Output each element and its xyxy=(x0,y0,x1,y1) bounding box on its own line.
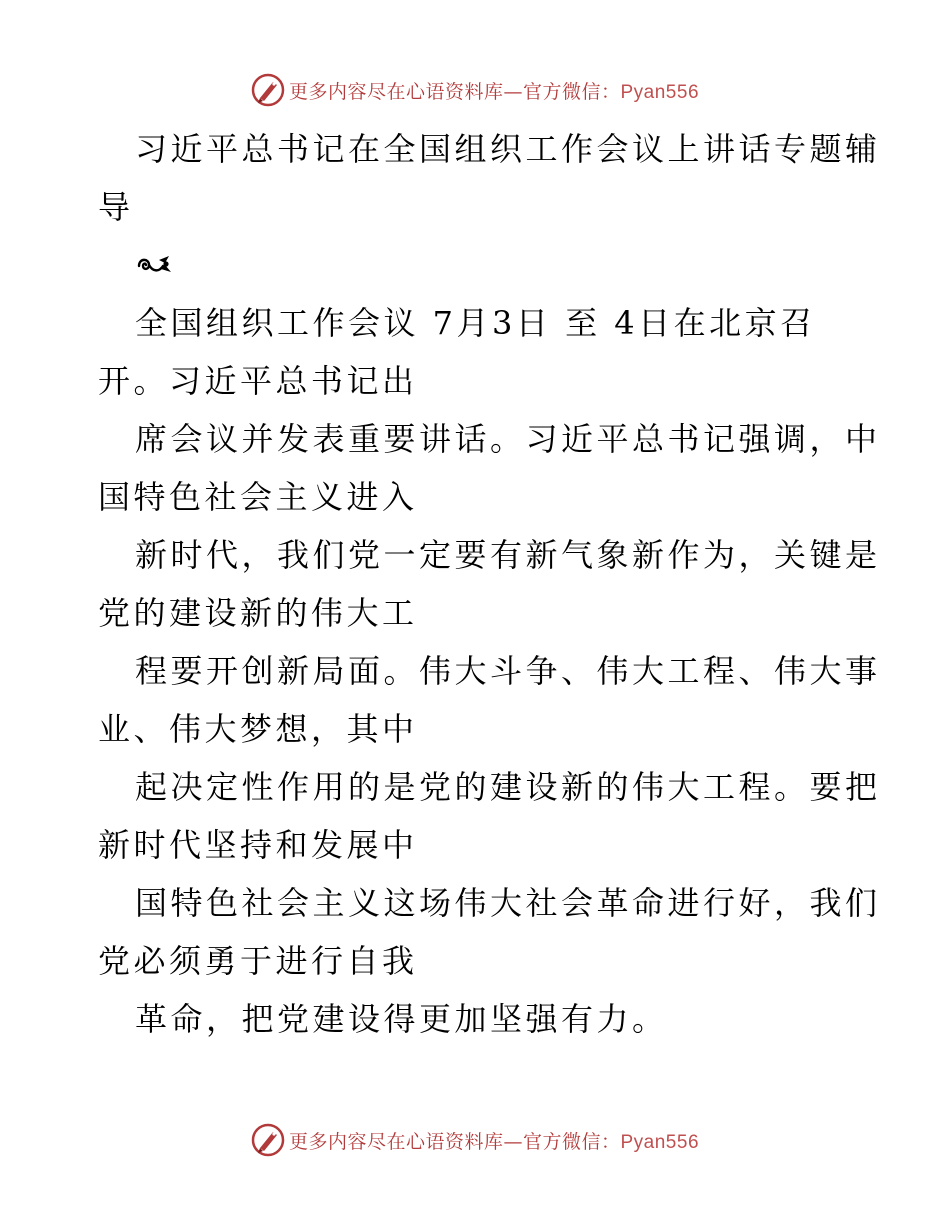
paragraph-line: 党的建设新的伟大工 xyxy=(98,594,418,632)
paragraph-line: 新时代，我们党一定要有新气象新作为，关键是 xyxy=(135,536,881,574)
paragraph-line: 程要开创新局面。伟大斗争、伟大工程、伟大事 xyxy=(135,652,881,690)
paragraph-line: 业、伟大梦想，其中 xyxy=(98,710,418,748)
footer-watermark-banner xyxy=(0,1120,950,1160)
document-body xyxy=(98,120,881,1048)
paragraph-line: 革命，把党建设得更加坚强有力。 xyxy=(135,1000,668,1038)
paragraph-line: 新时代坚持和发展中 xyxy=(98,826,418,864)
banner-wechat-id: Pyan556 xyxy=(620,1131,700,1153)
banner-label: 更多内容尽在心语资料库—官方微信： xyxy=(288,1130,621,1153)
banner-wechat-id: Pyan556 xyxy=(620,81,700,103)
document-title-line-2: 导 xyxy=(98,188,134,226)
pen-logo-icon xyxy=(251,73,285,107)
paragraph-line: 开。习近平总书记出 xyxy=(98,362,418,400)
ornament-row xyxy=(98,236,858,294)
pen-logo-icon xyxy=(251,1123,285,1157)
banner-text xyxy=(289,77,699,104)
banner-label: 更多内容尽在心语资料库—官方微信： xyxy=(288,80,621,103)
paragraph-line: 全国组织工作会议 7月3日 至 4日在北京召 xyxy=(135,304,816,342)
banner-text xyxy=(289,1127,699,1154)
document-title-line-1: 习近平总书记在全国组织工作会议上讲话专题辅 xyxy=(135,130,881,168)
paragraph-line: 国特色社会主义这场伟大社会革命进行好，我们 xyxy=(135,884,881,922)
paragraph-line: 国特色社会主义进入 xyxy=(98,478,418,516)
paragraph-line: 党必须勇于进行自我 xyxy=(98,942,418,980)
header-watermark-banner xyxy=(0,70,950,110)
paragraph-line: 席会议并发表重要讲话。习近平总书记强调，中 xyxy=(135,420,881,458)
fleuron-ornament-icon xyxy=(135,252,175,278)
paragraph-line: 起决定性作用的是党的建设新的伟大工程。要把 xyxy=(135,768,881,806)
